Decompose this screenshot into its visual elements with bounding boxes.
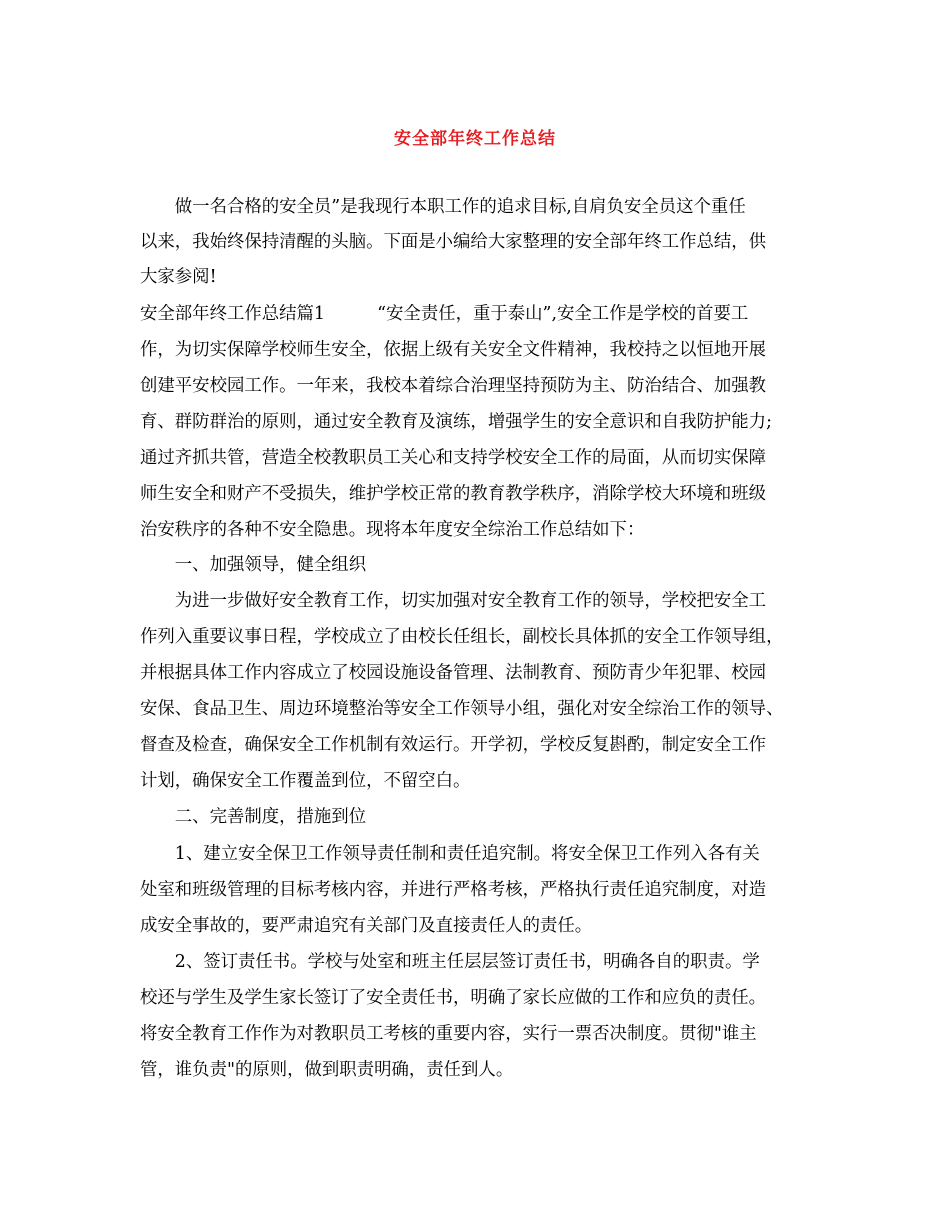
body-line: 安保、食品卫生、周边环境整治等安全工作领导小组，强化对安全综治工作的领导、: [140, 699, 784, 719]
body-line: 以来，我始终保持清醒的头脑。下面是小编给大家整理的安全部年终工作总结，供: [140, 232, 767, 252]
body-line: 管，谁负责"的原则，做到职责明确，责任到人。: [140, 1060, 514, 1080]
section-heading: 二、完善制度，措施到位: [140, 807, 367, 827]
body-line: 1、建立安全保卫工作领导责任制和责任追究制。将安全保卫工作列入各有关: [140, 844, 760, 864]
body-line: 成安全事故的，要严肃追究有关部门及直接责任人的责任。: [140, 916, 593, 936]
body-line: 作列入重要议事日程，学校成立了由校长任组长，副校长具体抓的安全工作领导组，: [140, 627, 784, 647]
body-line: 2、签订责任书。学校与处室和班主任层层签订责任书，明确各自的职责。学: [140, 952, 760, 972]
body-line: 计划，确保安全工作覆盖到位，不留空白。: [140, 771, 471, 791]
body-line: 治安秩序的各种不安全隐患。现将本年度安全综治工作总结如下：: [140, 520, 645, 540]
section-heading: 一、加强领导，健全组织: [140, 555, 367, 575]
body-line: 将安全教育工作作为对教职员工考核的重要内容，实行一票否决制度。贯彻"谁主: [140, 1024, 757, 1044]
body-line: 作，为切实保障学校师生安全，依据上级有关安全文件精神，我校持之以恒地开展: [140, 340, 767, 360]
body-line: 创建平安校园工作。一年来，我校本着综合治理坚持预防为主、防治结合、加强教: [140, 376, 767, 396]
body-line: 安全部年终工作总结篇1 “安全责任，重于泰山”,安全工作是学校的首要工: [140, 304, 749, 324]
body-line: 师生安全和财产不受损失，维护学校正常的教育教学秩序，消除学校大环境和班级: [140, 484, 767, 504]
body-line: 督查及检查，确保安全工作机制有效运行。开学初，学校反复斟酌，制定安全工作: [140, 735, 767, 755]
body-line: 校还与学生及学生家长签订了安全责任书，明确了家长应做的工作和应负的责任。: [140, 988, 767, 1008]
body-line: 做一名合格的安全员”是我现行本职工作的追求目标,自肩负安全员这个重任: [140, 197, 746, 217]
body-line: 育、群防群治的原则，通过安全教育及演练，增强学生的安全意识和自我防护能力;: [140, 412, 772, 432]
document-title: 安全部年终工作总结: [394, 129, 556, 149]
body-line: 大家参阅!: [140, 267, 217, 287]
body-line: 处室和班级管理的目标考核内容，并进行严格考核，严格执行责任追究制度，对造: [140, 880, 767, 900]
body-line: 为进一步做好安全教育工作，切实加强对安全教育工作的领导，学校把安全工: [140, 591, 767, 611]
body-line: 并根据具体工作内容成立了校园设施设备管理、法制教育、预防青少年犯罪、校园: [140, 663, 767, 683]
body-line: 通过齐抓共管，营造全校教职员工关心和支持学校安全工作的局面，从而切实保障: [140, 448, 767, 468]
